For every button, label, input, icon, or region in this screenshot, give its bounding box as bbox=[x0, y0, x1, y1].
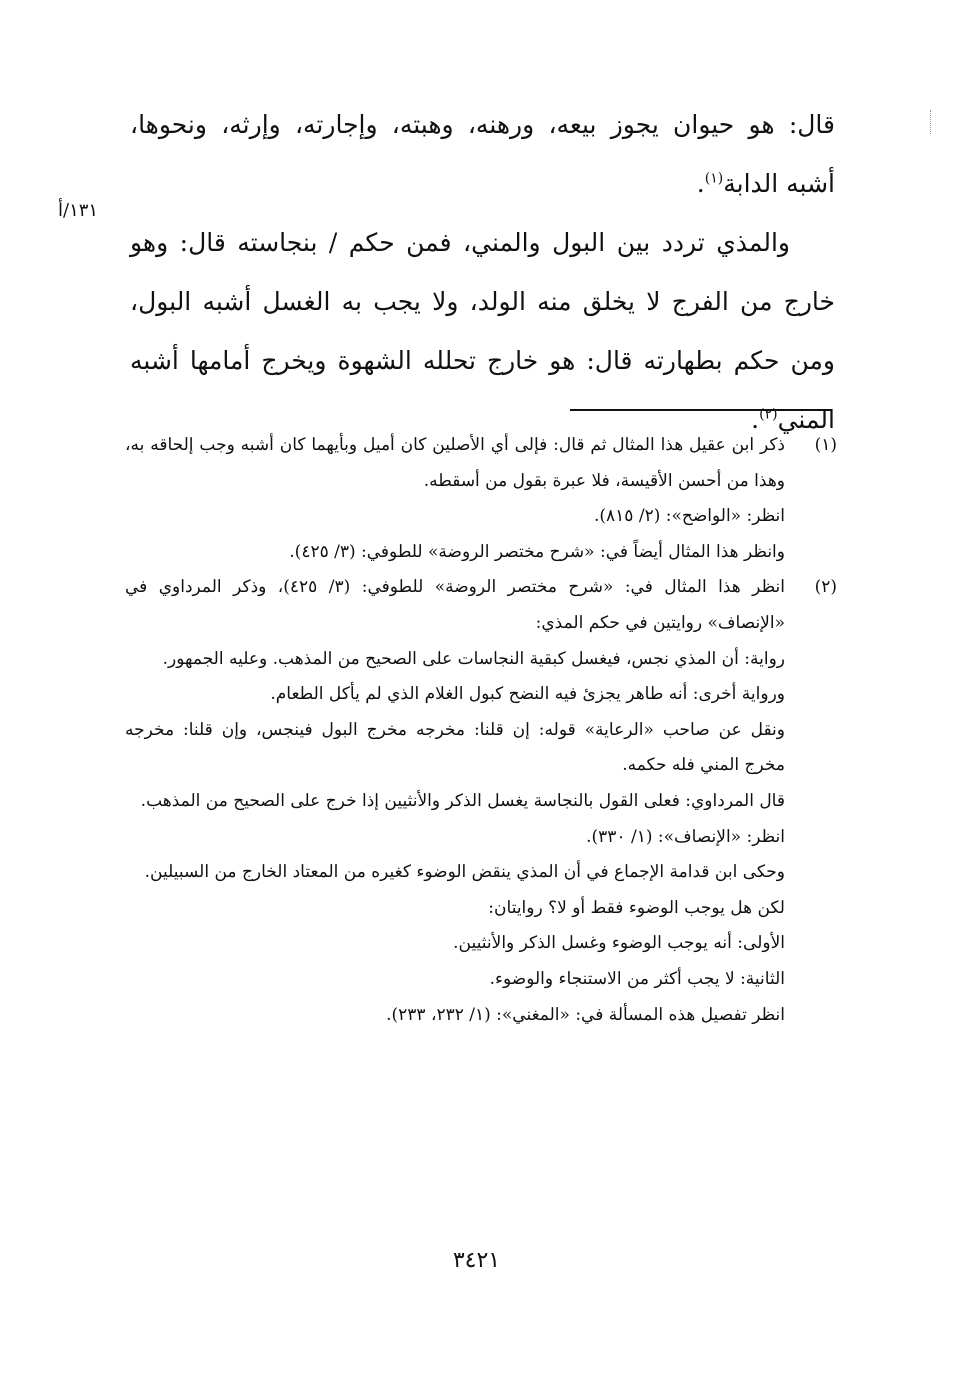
main-paragraph-1: قال: هو حيوان يجوز بيعه، ورهنه، وهبته، وإجارته، وإرثه، ونحوها، أشبه الدابة$^{(١)}$. bbox=[130, 110, 835, 198]
footnote-line: انظر هذا المثال في: «شرح مختصر الروضة» للطوفي: (٣/ ٤٢٥)، وذكر المرداوي في «الإنصاف» روايتين في حكم المذي: bbox=[125, 577, 785, 633]
main-text bbox=[130, 95, 835, 449]
footnote-line: ورواية أخرى: أنه طاهر يجزئ فيه النضح كبول الغلام الذي لم يأكل الطعام. bbox=[270, 684, 785, 705]
footnote-separator bbox=[570, 409, 832, 411]
footnote-number: (٢) bbox=[814, 577, 837, 598]
footnote-line: وانظر هذا المثال أيضاً في: «شرح مختصر الروضة» للطوفي: (٣/ ٤٢٥). bbox=[289, 541, 785, 562]
footnote-body bbox=[125, 428, 785, 570]
footnote-line: قال المرداوي: فعلى القول بالنجاسة يغسل الذكر والأنثيين إذا خرج على الصحيح من المذهب. bbox=[140, 790, 785, 811]
footnote-line: انظر: «الواضح»: (٢/ ٨١٥). bbox=[593, 506, 785, 527]
footnote-line: انظر تفصيل هذه المسألة في: «المغني»: (١/ ٢٣٢، ٢٣٣). bbox=[386, 1004, 785, 1025]
footnote-2 bbox=[125, 570, 837, 1033]
main-paragraph-2: والمذي تردد بين البول والمني، فمن حكم / بنجاسته قال: وهو خارج من الفرج لا يخلق منه الولد، ولا يجب به الغسل أشبه البول، ومن حكم بطهارته قال: هو خارج تحلله الشهوة ويخرج أمامها أشبه المني$^{(٢)}$. bbox=[130, 228, 835, 434]
page-number: ٣٤٢١ bbox=[452, 1248, 501, 1273]
footnote-1 bbox=[125, 428, 837, 570]
footnote-number: (١) bbox=[814, 435, 837, 455]
footnote-line: انظر: «الإنصاف»: (١/ ٣٣٠). bbox=[586, 826, 785, 847]
footnote-line: الأولى: أنه يوجب الوضوء وغسل الذكر والأنثيين. bbox=[453, 933, 785, 954]
footnote-line: لكن هل يوجب الوضوء فقط أو لا؟ روايتان: bbox=[488, 897, 785, 918]
footnote-line: رواية: أن المذي نجس، فيغسل كبقية النجاسات على الصحيح من المذهب. وعليه الجمهور. bbox=[162, 648, 785, 669]
footnote-line: ونقل عن صاحب «الرعاية» قوله: إن قلنا: مخرجه مخرج البول فينجس، وإن قلنا: مخرجه مخرج المني فله حكمه. bbox=[125, 719, 785, 776]
manuscript-folio-marker: ١٣١/أ bbox=[58, 200, 99, 221]
footnotes bbox=[125, 428, 837, 1033]
footnote-line: الثانية: لا يجب أكثر من الاستنجاء والوضوء. bbox=[489, 968, 785, 989]
footnote-body bbox=[125, 570, 785, 1033]
scan-artifact bbox=[930, 110, 932, 134]
footnote-ref-2[interactable]: (٢) bbox=[759, 406, 778, 423]
footnote-line: ذكر ابن عقيل هذا المثال ثم قال: فإلى أي الأصلين كان أميل وبأيهما كان أشبه وجب إلحاقه به، وهذا من أحسن الأقيسة، فلا عبرة بقول من أسقطه. bbox=[125, 435, 785, 491]
footnote-ref-1[interactable]: (١) bbox=[704, 170, 724, 187]
footnote-line: وحكى ابن قدامة الإجماع في أن المذي ينقض الوضوء كغيره من المعتاد الخارج من السبيلين. bbox=[144, 862, 785, 883]
